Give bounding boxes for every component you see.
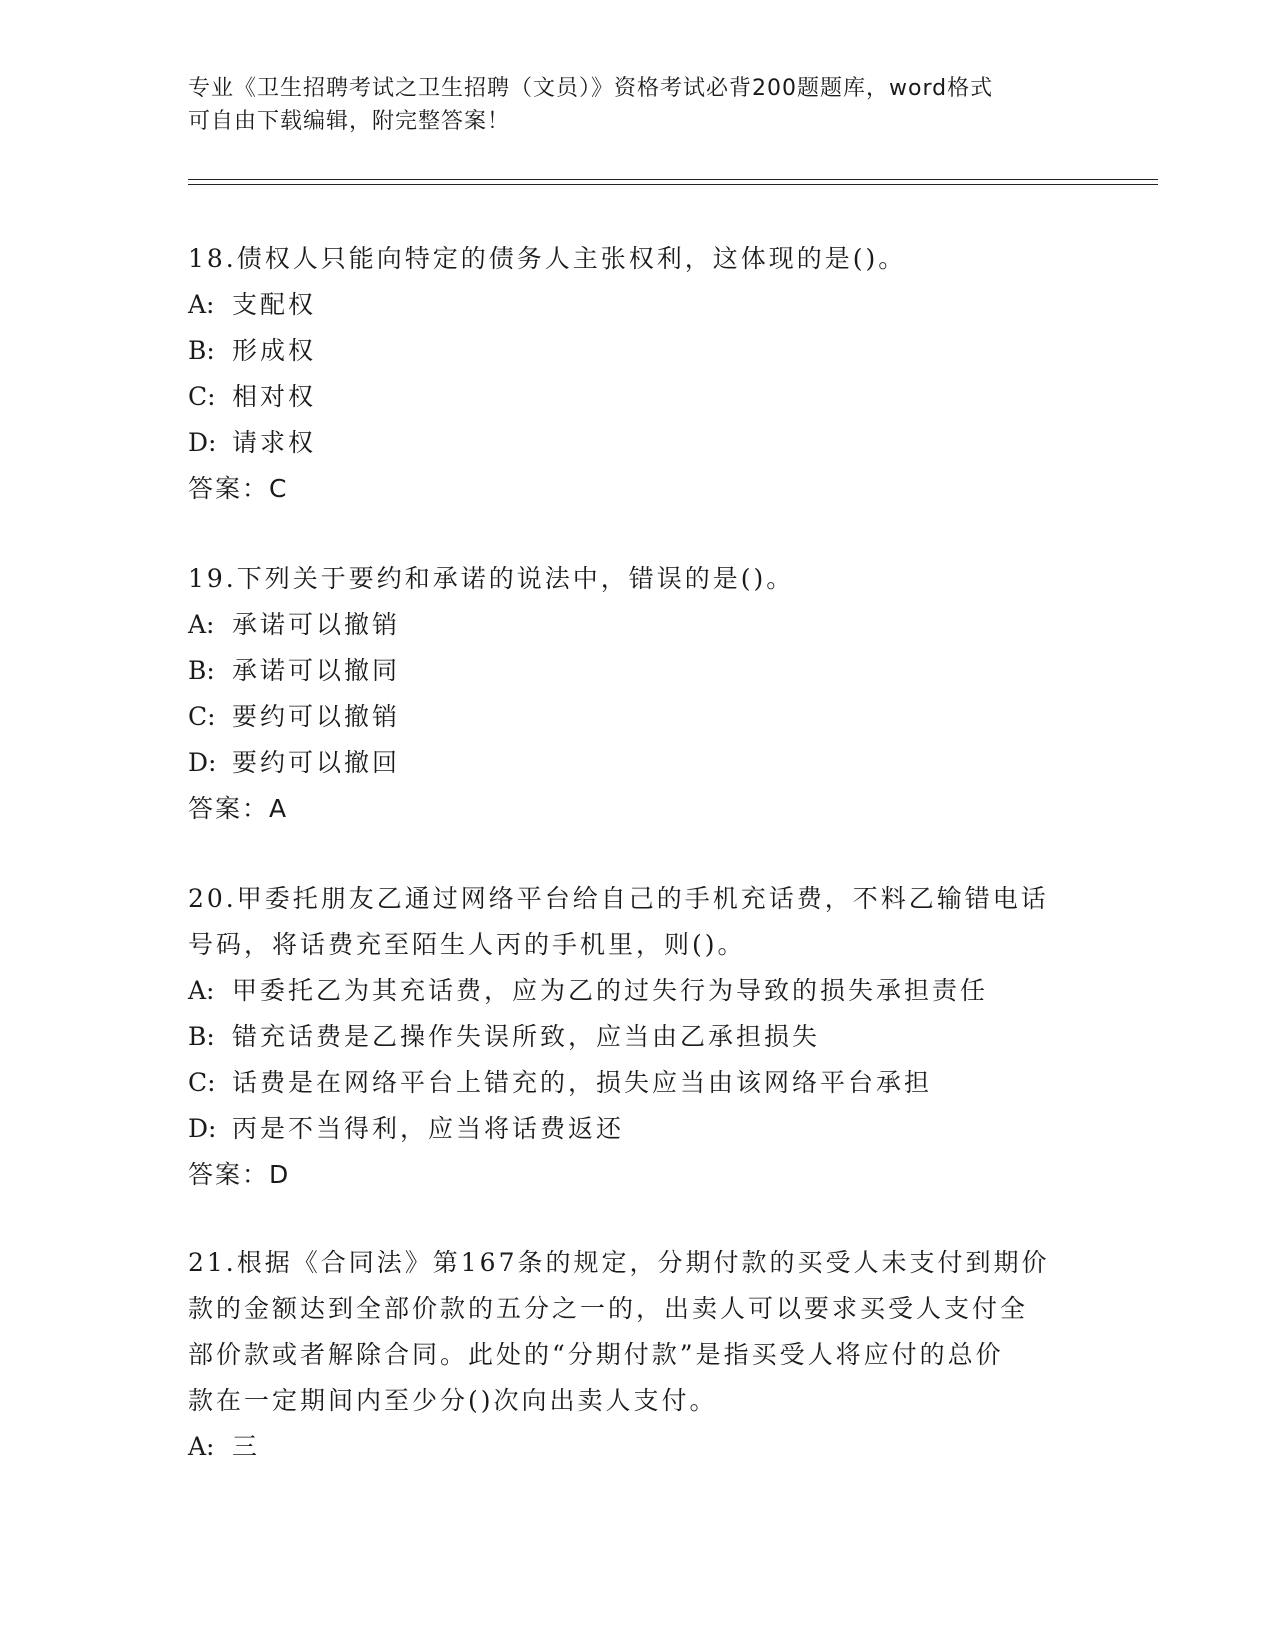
option-b [188, 648, 1088, 694]
option-b [188, 1014, 1088, 1060]
question-18 [188, 236, 1088, 512]
header-line-1: 专业《卫生招聘考试之卫生招聘（文员）》资格考试必背200题题库，word格式 [188, 76, 994, 101]
header-divider-bottom [188, 184, 1158, 185]
question-stem: 18.债权人只能向特定的债务人主张权利，这体现的是()。 [188, 244, 907, 273]
question-stem-line-4: 款在一定期间内至少分()次向出卖人支付。 [188, 1386, 718, 1415]
option-key: D: [188, 428, 217, 457]
answer-label: 答案： [188, 1160, 270, 1189]
option-key: C: [188, 382, 216, 411]
option-text: 相对权 [232, 382, 317, 411]
option-key: B: [188, 336, 215, 365]
option-d [188, 1106, 1088, 1152]
option-c [188, 1060, 1088, 1106]
option-text: 三 [232, 1432, 261, 1461]
option-text: 承诺可以撤同 [232, 656, 401, 685]
option-text: 要约可以撤回 [232, 748, 401, 777]
document-header [188, 72, 1088, 138]
answer-value: D [269, 1160, 291, 1189]
option-text: 形成权 [232, 336, 317, 365]
option-a [188, 968, 1088, 1014]
option-text: 要约可以撤销 [232, 702, 401, 731]
option-b [188, 328, 1088, 374]
question-stem: 19.下列关于要约和承诺的说法中，错误的是()。 [188, 564, 795, 593]
option-text: 话费是在网络平台上错充的，损失应当由该网络平台承担 [232, 1068, 933, 1097]
answer-label: 答案： [188, 794, 270, 823]
question-stem-line-1: 21.根据《合同法》第167条的规定，分期付款的买受人未支付到期价 [188, 1248, 1050, 1277]
option-key: A: [188, 1432, 215, 1461]
option-text: 承诺可以撤销 [232, 610, 401, 639]
option-text: 请求权 [232, 428, 317, 457]
option-a [188, 602, 1088, 648]
question-stem-line-3: 部价款或者解除合同。此处的“分期付款”是指买受人将应付的总价 [188, 1340, 1004, 1369]
answer-value: A [269, 794, 289, 823]
option-text: 错充话费是乙操作失误所致，应当由乙承担损失 [232, 1022, 821, 1051]
option-d [188, 740, 1088, 786]
option-key: D: [188, 1114, 217, 1143]
header-divider-top [188, 179, 1158, 180]
header-line-2: 可自由下载编辑，附完整答案！ [188, 109, 511, 134]
answer-label: 答案： [188, 474, 270, 503]
option-d [188, 420, 1088, 466]
option-text: 支配权 [232, 290, 317, 319]
option-key: C: [188, 1068, 216, 1097]
answer [188, 466, 1088, 512]
option-key: B: [188, 1022, 215, 1051]
option-key: C: [188, 702, 216, 731]
answer [188, 1152, 1088, 1198]
option-key: A: [188, 290, 215, 319]
option-a [188, 282, 1088, 328]
option-c [188, 694, 1088, 740]
question-20 [188, 876, 1088, 1198]
question-stem-line-2: 号码，将话费充至陌生人丙的手机里，则()。 [188, 930, 746, 959]
option-key: D: [188, 748, 217, 777]
option-text: 甲委托乙为其充话费，应为乙的过失行为导致的损失承担责任 [232, 976, 989, 1005]
option-a [188, 1424, 1088, 1470]
answer-value: C [269, 474, 289, 503]
question-stem-line-2: 款的金额达到全部价款的五分之一的，出卖人可以要求买受人支付全 [188, 1294, 1029, 1323]
question-stem-line-1: 20.甲委托朋友乙通过网络平台给自己的手机充话费，不料乙输错电话 [188, 884, 1049, 913]
question-21 [188, 1240, 1088, 1470]
option-key: A: [188, 976, 215, 1005]
option-c [188, 374, 1088, 420]
option-key: A: [188, 610, 215, 639]
answer [188, 786, 1088, 832]
option-text: 丙是不当得利，应当将话费返还 [232, 1114, 625, 1143]
option-key: B: [188, 656, 215, 685]
question-19 [188, 556, 1088, 832]
